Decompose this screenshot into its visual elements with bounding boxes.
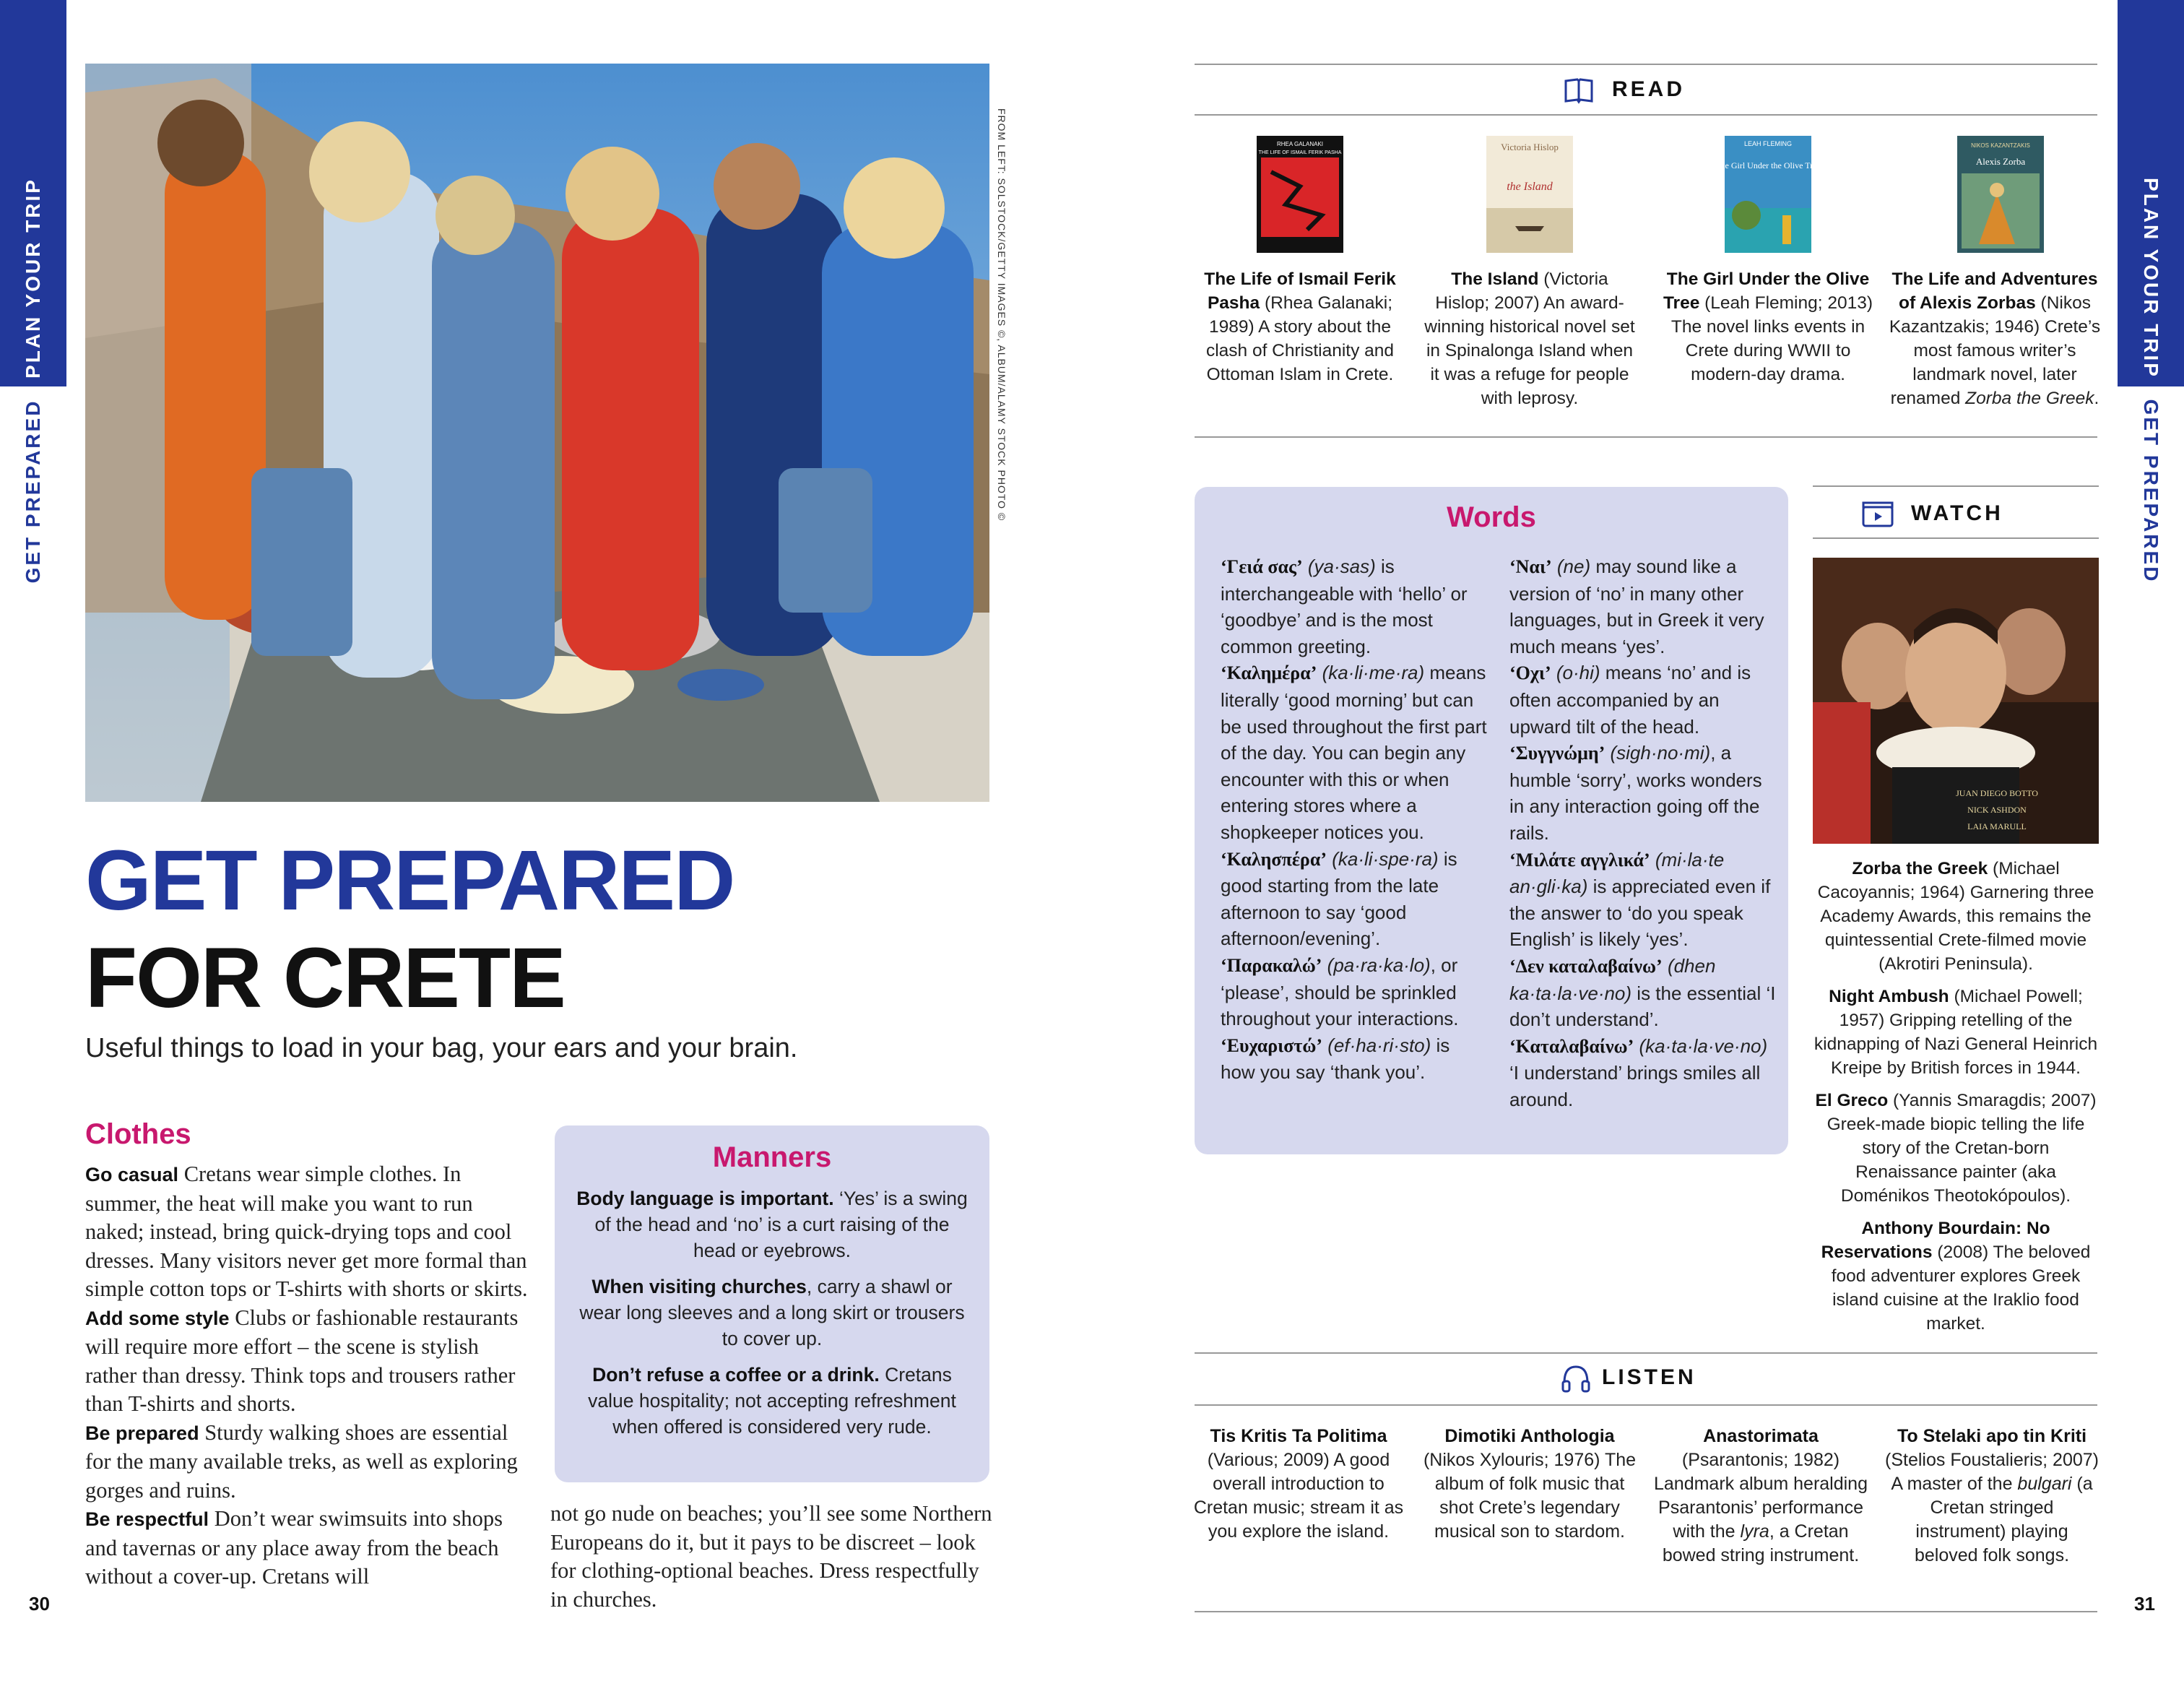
clothes-heading: Clothes (85, 1118, 191, 1150)
svg-text:LEAH FLEMING: LEAH FLEMING (1743, 140, 1793, 147)
headphones-icon (1560, 1362, 1592, 1394)
word-entry: ‘Συγγνώμη’ (sigh·no·mi), a humble ‘sorry’, works wonders in any interaction going off the rails. (1509, 742, 1762, 844)
manners-item: Body language is important. ‘Yes’ is a swing of the head and ‘no’ is a curt raising of the head or eyebrows. (576, 1188, 968, 1261)
listen-rule-top (1195, 1352, 2097, 1354)
watch-rule-under (1813, 537, 2099, 539)
words-column-left (1221, 553, 1488, 1086)
book-caption: The Island (Victoria Hislop; 2007) An award-winning historical novel set in Spinalonga Island when it was a refuge for people with leprosy. (1424, 269, 1635, 408)
page-number-left: 30 (29, 1593, 50, 1615)
svg-text:RHEA GALANAKI: RHEA GALANAKI (1276, 141, 1324, 147)
watch-item: Zorba the Greek (Michael Cacoyannis; 1964) Garnering three Academy Awards, this remains the quintessential Crete-filmed movie (Akrotiri Peninsula). (1817, 859, 2094, 974)
side-tab-label-plan-right: PLAN YOUR TRIP (2140, 178, 2162, 379)
watch-heading: WATCH (1911, 501, 2003, 525)
word-entry: ‘Καλησπέρα’ (ka·li·spe·ra) is good starting from the late afternoon to say ‘good afternoon/evening’. (1221, 847, 1457, 950)
read-rule-under (1195, 114, 2097, 116)
svg-text:the Island: the Island (1507, 181, 1553, 193)
listen-rule-bottom (1195, 1611, 2097, 1612)
words-column-right (1509, 553, 1777, 1112)
side-tab-label-plan: PLAN YOUR TRIP (22, 178, 44, 379)
page-title-line1: GET PREPARED (85, 833, 734, 928)
svg-text:THE LIFE OF ISMAIL FERIK PASHA: THE LIFE OF ISMAIL FERIK PASHA (1258, 150, 1342, 155)
page-subtitle: Useful things to load in your bag, your ears and your brain. (85, 1033, 798, 1063)
page-title-line2: FOR CRETE (85, 930, 565, 1026)
film-clapper-icon (1860, 497, 1895, 529)
word-entry: ‘Μιλάτε αγγλικά’ (mi·la·te an·gli·ka) is appreciated even if the answer to ‘do you speak English’ is likely ‘yes’. (1509, 848, 1771, 951)
clothes-continuation: not go nude on beaches; you’ll see some Northern Europeans do it, but it pays to be discreet – look for clothing-optional beaches. Dress respectfully in churches. (550, 1501, 992, 1612)
word-entry: ‘Καταλαβαίνω’ (ka·ta·la·ve·no) ‘I understand’ brings smiles all around. (1509, 1034, 1768, 1110)
svg-text:Alexis Zorba: Alexis Zorba (1975, 156, 2026, 167)
svg-text:JUAN DIEGO BOTTO: JUAN DIEGO BOTTO (1956, 788, 2038, 798)
clothes-item: Be prepared Sturdy walking shoes are essential for the many available treks, as well as exploring gorges and ruins. (85, 1419, 518, 1503)
watch-list (1813, 857, 2099, 1344)
svg-text:Victoria Hislop: Victoria Hislop (1501, 142, 1559, 152)
manners-item: When visiting churches, carry a shawl or wear long sleeves and a long skirt or trousers to cover up. (579, 1276, 965, 1349)
side-tab-label-prepared: GET PREPARED (22, 399, 44, 584)
clothes-column-2 (550, 1500, 998, 1614)
manners-item: Don’t refuse a coffee or a drink. Cretans value hospitality; not accepting refreshment when offered is considered very rude. (588, 1364, 956, 1438)
words-box (1195, 487, 1788, 1154)
book-cover-4 (1957, 136, 2044, 253)
listen-item: Dimotiki Anthologia (Nikos Xylouris; 1976) The album of folk music that shot Crete’s legendary musical son to stardom. (1423, 1426, 1637, 1542)
book-cover-1 (1257, 136, 1343, 253)
book-caption: The Life of Ismail Ferik Pasha (Rhea Galanaki; 1989) A story about the clash of Christianity and Ottoman Islam in Crete. (1204, 269, 1396, 384)
clothes-column-1 (85, 1160, 533, 1591)
manners-heading: Manners (712, 1141, 832, 1173)
word-entry: ‘Γειά σας’ (ya·sas) is interchangeable with ‘hello’ or ‘goodbye’ and is the most common greeting. (1221, 556, 1468, 657)
svg-text:NIKOS KAZANTZAKIS: NIKOS KAZANTZAKIS (1971, 142, 2030, 149)
side-tab-label-prepared-right: GET PREPARED (2140, 399, 2162, 584)
svg-text:NICK ASHDON: NICK ASHDON (1967, 805, 2027, 815)
book-caption: The Life and Adventures of Alexis Zorbas (Nikos Kazantzakis; 1946) Crete’s most famous writer’s landmark novel, later renamed Zorba the Greek. (1889, 269, 2101, 408)
watch-item: El Greco (Yannis Smaragdis; 2007) Greek-made biopic telling the life story of the Cretan-born Renaissance painter (aka Doménikos Theotokópoulos). (1815, 1091, 2097, 1206)
listen-rule-under (1195, 1404, 2097, 1406)
listen-item: Tis Kritis Ta Politima (Various; 2009) A good overall introduction to Cretan music; stream it as you explore the island. (1193, 1426, 1404, 1542)
word-entry: ‘Ναι’ (ne) may sound like a version of ‘no’ in many other languages, but in Greek it very much means ‘yes’. (1509, 556, 1764, 657)
manners-box (555, 1125, 989, 1482)
svg-text:LAIA MARULL: LAIA MARULL (1967, 821, 2027, 831)
read-rule-bottom (1195, 436, 2097, 438)
photo-credit: FROM LEFT: SOLSTOCK/GETTY IMAGES ©, ALBUM/ALAMY STOCK PHOTO © (996, 108, 1008, 522)
clothes-item: Be respectful Don’t wear swimsuits into shops and tavernas or any place away from the beach without a cover-up. Cretans will (85, 1506, 503, 1589)
word-entry: ‘Οχι’ (o·hi) means ‘no’ and is often accompanied by an upward tilt of the head. (1509, 662, 1751, 738)
word-entry: ‘Καλημέρα’ (ka·li·me·ra) means literally ‘good morning’ but can be used throughout the first part of the day. You can begin any encounter with this or when entering stores where a shopkeeper notices you. (1221, 662, 1487, 843)
book-cover-2 (1486, 136, 1573, 253)
listen-item: To Stelaki apo tin Kriti (Stelios Foustalieris; 2007) A master of the bulgari (a Cretan stringed instrument) playing beloved folk songs. (1885, 1426, 2099, 1565)
listen-heading: LISTEN (1602, 1365, 1696, 1389)
film-poster (1813, 558, 2099, 844)
words-heading: Words (1447, 501, 1536, 533)
svg-text:The Girl Under the Olive Tree: The Girl Under the Olive Tree (1715, 160, 1821, 170)
word-entry: ‘Παρακαλώ’ (pa·ra·ka·lo), or ‘please’, should be sprinkled throughout your interactions. (1221, 954, 1459, 1030)
read-heading: READ (1612, 77, 1686, 101)
hero-photo (85, 64, 989, 802)
page-number-right: 31 (2134, 1593, 2155, 1615)
listen-item: Anastorimata (Psarantonis; 1982) Landmark album heralding Psarantonis’ performance with the lyra, a Cretan bowed string instrument. (1653, 1426, 1868, 1565)
book-icon (1563, 75, 1595, 107)
book-caption: The Girl Under the Olive Tree (Leah Fleming; 2013) The novel links events in Crete during WWII to modern-day drama. (1663, 269, 1873, 384)
clothes-item: Go casual Cretans wear simple clothes. In summer, the heat will make you want to run naked; instead, bring quick-drying tops and cool dresses. Many visitors never get more formal than simple cotton tops or T-shirts with shorts or skirts. (85, 1162, 528, 1301)
watch-item: Night Ambush (Michael Powell; 1957) Gripping retelling of the kidnapping of Nazi General Heinrich Kreipe by British forces in 1944. (1814, 987, 2098, 1078)
watch-rule-top (1813, 485, 2099, 487)
word-entry: ‘Δεν καταλαβαίνω’ (dhen ka·ta·la·ve·no) is the essential ‘I don’t understand’. (1509, 954, 1776, 1031)
word-entry: ‘Ευχαριστώ’ (ef·ha·ri·sto) is how you say ‘thank you’. (1221, 1034, 1450, 1084)
clothes-item: Add some style Clubs or fashionable restaurants will require more effort – the scene is stylish rather than dressy. Think tops and trousers rather than T-shirts and shorts. (85, 1305, 519, 1416)
read-rule-top (1195, 64, 2097, 65)
watch-item: Anthony Bourdain: No Reservations (2008) The beloved food adventurer explores Greek island cuisine at the Iraklio food market. (1821, 1219, 2091, 1334)
book-cover-3 (1715, 136, 1821, 253)
